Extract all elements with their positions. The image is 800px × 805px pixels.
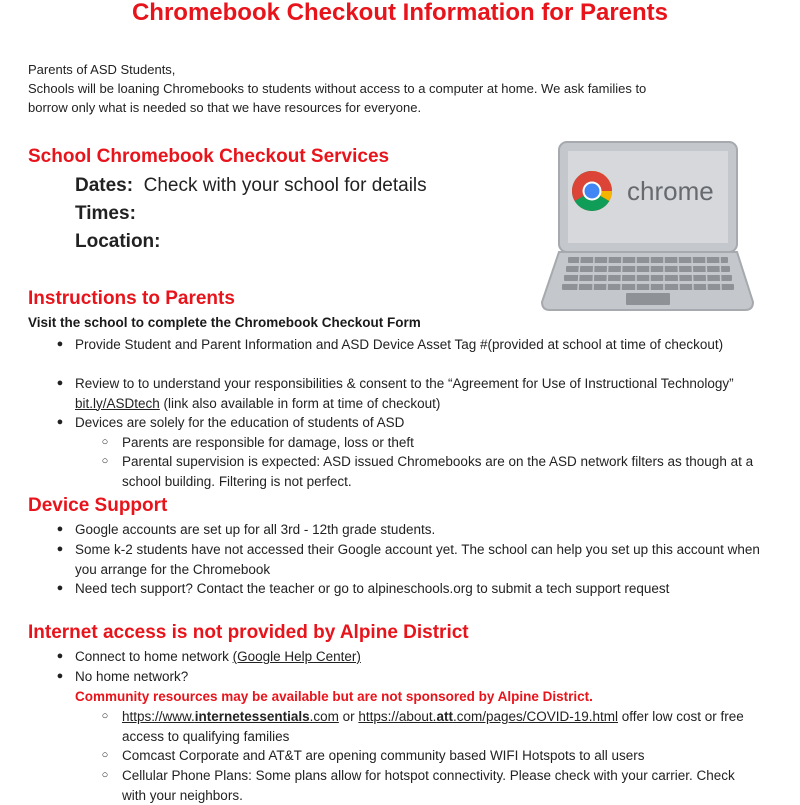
circle-bullet-icon: ○ xyxy=(101,436,109,448)
instructions-heading: Instructions to Parents xyxy=(28,288,235,309)
chromebook-laptop-icon xyxy=(540,140,755,315)
bullet-icon: ● xyxy=(56,582,64,594)
times-label: Times: xyxy=(75,203,136,224)
intro-line-3: borrow only what is needed so that we have resources for everyone. xyxy=(28,100,422,115)
bullet-icon: ● xyxy=(56,670,64,682)
bullet-icon: ● xyxy=(56,377,64,389)
bullet-icon: ● xyxy=(56,523,64,535)
bullet-icon: ● xyxy=(56,543,64,555)
list-item: ● Need tech support? Contact the teacher or go to alpineschools.org to submit a tech support request xyxy=(75,579,795,599)
circle-bullet-icon: ○ xyxy=(101,710,109,722)
circle-bullet-icon: ○ xyxy=(101,749,109,761)
sub-list-item: ○ Parental supervision is expected: ASD issued Chromebooks are on the ASD network filters as though at a school building. Filtering is not perfect. xyxy=(122,452,777,491)
bullet-icon: ● xyxy=(56,338,64,350)
chrome-logo-icon xyxy=(572,171,612,211)
intro-paragraph xyxy=(28,60,788,117)
google-help-center-link[interactable]: (Google Help Center) xyxy=(232,649,361,664)
sub-list-item: ○ https://www.internetessentials.com or https://about.att.com/pages/COVID-19.html offer low cost or free access to qualifying families xyxy=(122,707,777,746)
intro-line-2: Schools will be loaning Chromebooks to students without access to a computer at home. We ask families to xyxy=(28,81,647,96)
chrome-wordmark: chrome xyxy=(627,176,714,206)
list-item: ● Review to to understand your responsibilities & consent to the “Agreement for Use of Instructional Technology” bit.ly/ASDtech (link also available in form at time of checkout) xyxy=(75,374,775,413)
sub-list-item: ○ Comcast Corporate and AT&T are opening community based WIFI Hotspots to all users xyxy=(122,746,787,766)
internet-heading: Internet access is not provided by Alpine District xyxy=(28,622,469,643)
internet-essentials-link[interactable]: https://www.internetessentials.com xyxy=(122,709,339,724)
list-item: ● Devices are solely for the education of students of ASD xyxy=(75,413,775,433)
dates-value: Check with your school for details xyxy=(143,175,427,196)
sub-list-item: ○ Cellular Phone Plans: Some plans allow for hotspot connectivity. Please check with your carrier. Check with your neighbors. xyxy=(122,766,752,805)
list-item: ● No home network? xyxy=(75,667,775,687)
asdtech-link[interactable]: bit.ly/ASDtech xyxy=(75,395,160,411)
touchpad xyxy=(626,293,670,305)
bullet-icon: ● xyxy=(56,650,64,662)
list-item: ● Provide Student and Parent Information and ASD Device Asset Tag #(provided at school at time of checkout) xyxy=(75,335,775,355)
circle-bullet-icon: ○ xyxy=(101,769,109,781)
instructions-subheading: Visit the school to complete the Chromebook Checkout Form xyxy=(28,315,421,330)
sub-list-item: ○ Parents are responsible for damage, loss or theft xyxy=(122,433,777,453)
bullet-icon: ● xyxy=(56,416,64,428)
list-item: ● Connect to home network (Google Help Center) xyxy=(75,647,775,667)
support-heading: Device Support xyxy=(28,495,168,516)
dates-label: Dates: xyxy=(75,175,134,196)
page-title: Chromebook Checkout Information for Parents xyxy=(131,0,669,26)
circle-bullet-icon: ○ xyxy=(101,455,109,467)
checkout-details xyxy=(75,172,427,256)
intro-salutation: Parents of ASD Students, xyxy=(28,62,176,77)
att-covid-link[interactable]: https://about.att.com/pages/COVID-19.html xyxy=(358,709,618,724)
community-note: Community resources may be available but are not sponsored by Alpine District. xyxy=(75,689,593,704)
list-item: ● Some k-2 students have not accessed their Google account yet. The school can help you set up this account when you arrange for the Chromebook xyxy=(75,540,780,579)
location-label: Location: xyxy=(75,231,161,252)
list-item: ● Google accounts are set up for all 3rd - 12th grade students. xyxy=(75,520,785,540)
checkout-heading: School Chromebook Checkout Services xyxy=(28,146,390,167)
